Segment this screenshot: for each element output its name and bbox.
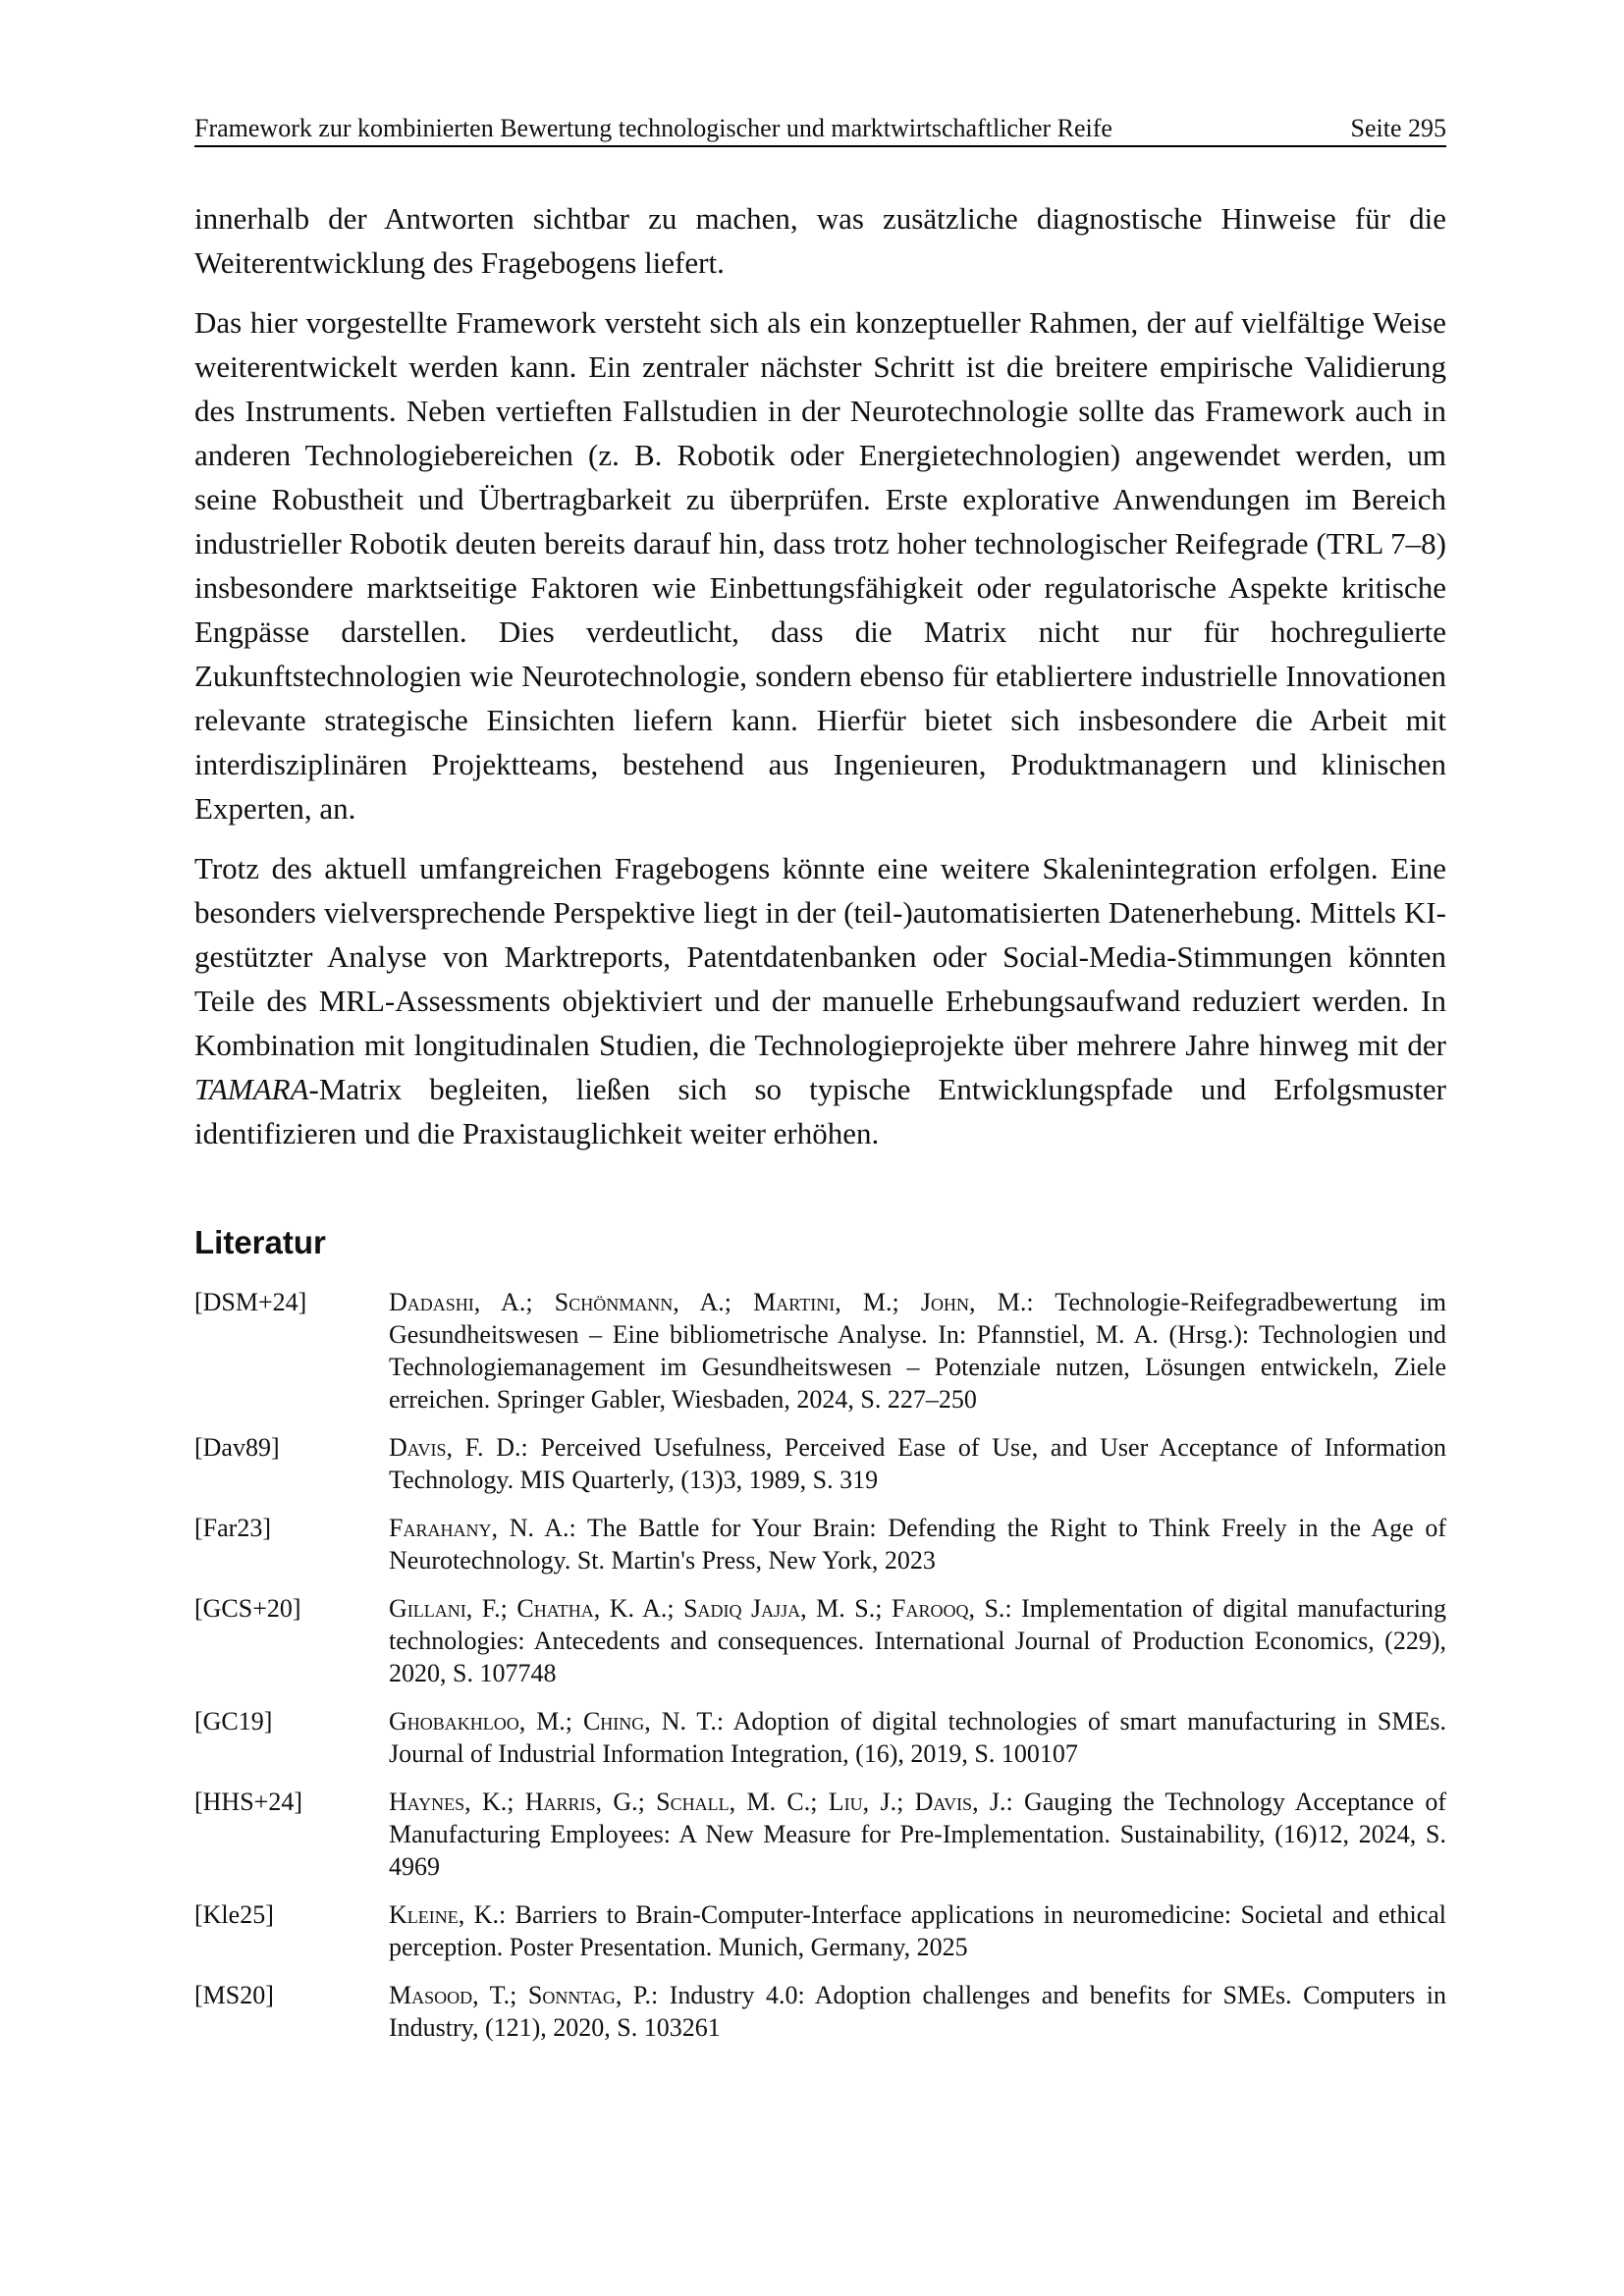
reference-body: : Barriers to Brain-Computer-Interface applications in neuromedicine: Societal and ethical perception. Poster Presentation. Munich, Germany, 2025 [389,1900,1446,1961]
reference-entry [194,1898,1446,1963]
reference-body: : Implementation of digital manufacturing technologies: Antecedents and consequences. International Journal of Production Economics, (229), 2020, S. 107748 [389,1594,1446,1687]
reference-authors: Dadashi, A.; Schönmann, A.; Martini, M.; John, M. [389,1288,1027,1316]
reference-body: : Industry 4.0: Adoption challenges and benefits for SMEs. Computers in Industry, (121), 2020, S. 103261 [389,1981,1447,2042]
reference-authors: Masood, T.; Sonntag, P. [389,1981,652,2009]
paragraph-text: Trotz des aktuell umfangreichen Fragebogens könnte eine weitere Skalenintegration erfolgen. Eine besonders vielversprechende Perspektive liegt in der (teil-)automatisierten Datenerhebung. Mittels KI-gestützter Analyse von Marktreports, Patentdatenbanken oder Social-Media-Stimmungen könnten Teile des MRL-Assessments objektiviert und der manuelle Erhebungsaufwand reduziert werden. In Kombination mit longitudinalen Studien, die Technologieprojekte über mehrere Jahre hinweg mit der [194,851,1446,1062]
paragraph-text: -Matrix begleiten, ließen sich so typische Entwicklungspfade und Erfolgsmuster identifizieren und die Praxistauglichkeit weiter erhöhen. [194,1072,1446,1150]
reference-entry [194,1512,1446,1576]
reference-authors: Gillani, F.; Chatha, K. A.; Sadiq Jajja, M. S.; Farooq, S. [389,1594,1005,1623]
paragraph: Das hier vorgestellte Framework versteht sich als ein konzeptueller Rahmen, der auf vielfältige Weise weiterentwickelt werden kann. Ein zentraler nächster Schritt ist die breitere empirische Validierung des Instruments. Neben vertieften Fallstudien in der Neurotechnologie sollte das Framework auch in anderen Technologiebereichen (z. B. Robotik oder Energietechnologien) angewendet werden, um seine Robustheit und Übertragbarkeit zu überprüfen. Erste explorative Anwendungen im Bereich industrieller Robotik deuten bereits darauf hin, dass trotz hoher technologischer Reifegrade (TRL 7–8) insbesondere marktseitige Faktoren wie Einbettungsfähigkeit oder regulatorische Aspekte kritische Engpässe darstellen. Dies verdeutlicht, dass die Matrix nicht nur für hochregulierte Zukunftstechnologien wie Neurotechnologie, sondern ebenso für etabliertere industrielle Innovationen relevante strategische Einsichten liefern kann. Hierfür bietet sich insbesondere die Arbeit mit interdisziplinären Projektteams, bestehend aus Ingenieuren, Produktmanagern und klinischen Experten, an. [194,305,1446,826]
reference-text [389,1786,1446,1883]
reference-key: [GCS+20] [194,1594,301,1623]
reference-authors: Davis, F. D. [389,1433,521,1462]
header-title: Framework zur kombinierten Bewertung technologischer und marktwirtschaftlicher Reife [194,114,1112,142]
reference-body: : Perceived Usefulness, Perceived Ease of Use, and User Acceptance of Information Technology. MIS Quarterly, (13)3, 1989, S. 319 [389,1433,1446,1494]
reference-text [389,1705,1446,1770]
paragraph: innerhalb der Antworten sichtbar zu machen, was zusätzliche diagnostische Hinweise für die Weiterentwicklung des Fragebogens liefert. [194,201,1446,280]
reference-body: : Technologie-Reifegradbewertung im Gesundheitswesen – Eine bibliometrische Analyse. In: Pfannstiel, M. A. (Hrsg.): Technologien und Technologiemanagement im Gesundheitswesen – Potenziale nutzen, Lösungen entwickeln, Ziele erreichen. Springer Gabler, Wiesbaden, 2024, S. 227–250 [389,1288,1446,1414]
reference-entry [194,1979,1446,2044]
reference-text [389,1898,1446,1963]
reference-body: : The Battle for Your Brain: Defending the Right to Think Freely in the Age of Neurotechnology. St. Martin's Press, New York, 2023 [389,1514,1447,1575]
reference-text [389,1431,1446,1496]
reference-text [389,1286,1446,1415]
running-header [194,108,1446,147]
reference-key: [Dav89] [194,1433,280,1462]
reference-key: [GC19] [194,1707,273,1735]
emphasized-term: TAMARA [194,1072,309,1106]
reference-text [389,1592,1446,1689]
reference-authors: Kleine, K. [389,1900,499,1929]
reference-entry [194,1786,1446,1883]
literature-heading: Literatur [194,1224,326,1260]
reference-authors: Farahany, N. A. [389,1514,569,1542]
reference-entry [194,1286,1446,1415]
paragraph [194,846,1446,1155]
reference-key: [HHS+24] [194,1788,302,1816]
reference-body: : Gauging the Technology Acceptance of Manufacturing Employees: A New Measure for Pre-Implementation. Sustainability, (16)12, 2024, S. 4969 [389,1788,1446,1881]
reference-list [194,1286,1446,2059]
reference-authors: Haynes, K.; Harris, G.; Schall, M. C.; Liu, J.; Davis, J. [389,1788,1006,1816]
body-text [194,196,1446,1171]
reference-entry [194,1705,1446,1770]
page-number: Seite 295 [1350,114,1446,142]
reference-key: [DSM+24] [194,1288,307,1316]
reference-text [389,1979,1446,2044]
reference-key: [Far23] [194,1514,271,1542]
reference-entry [194,1592,1446,1689]
reference-key: [Kle25] [194,1900,274,1929]
reference-entry [194,1431,1446,1496]
reference-authors: Ghobakhloo, M.; Ching, N. T. [389,1707,717,1735]
reference-key: [MS20] [194,1981,274,2009]
reference-body: : Adoption of digital technologies of smart manufacturing in SMEs. Journal of Industrial Information Integration, (16), 2019, S. 100107 [389,1707,1446,1768]
reference-text [389,1512,1446,1576]
